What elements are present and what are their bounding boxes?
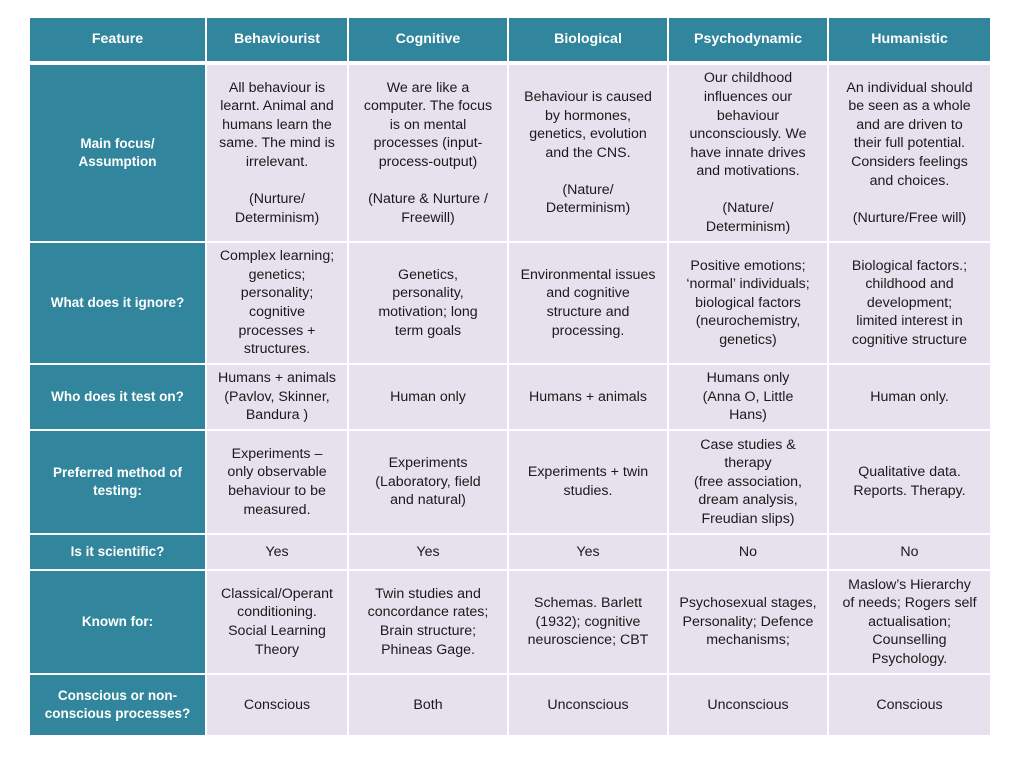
cell-conscious-cognitive: Both <box>349 675 509 737</box>
cell-known-for-biological: Schemas. Barlett (1932); cognitive neuroscience; CBT <box>509 571 669 675</box>
cell-main-focus-cognitive: We are like a computer. The focus is on mental processes (input- process-output) (Nature & Nurture / Freewill) <box>349 65 509 243</box>
cell-known-for-behaviourist: Classical/Operant conditioning. Social Learning Theory <box>207 571 349 675</box>
cell-ignores-biological: Environmental issues and cognitive structure and processing. <box>509 243 669 365</box>
cell-main-focus-humanistic: An individual should be seen as a whole and are driven to their full potential. Considers feelings and choices. (Nurture/Free will) <box>829 65 990 243</box>
cell-known-for-psychodynamic: Psychosexual stages, Personality; Defence mechanisms; <box>669 571 829 675</box>
header-humanistic: Humanistic <box>829 18 990 65</box>
header-biological: Biological <box>509 18 669 65</box>
comparison-table <box>30 18 990 737</box>
cell-method-behaviourist: Experiments – only observable behaviour to be measured. <box>207 431 349 535</box>
row-label-method: Preferred method of testing: <box>30 431 207 535</box>
cell-ignores-cognitive: Genetics, personality, motivation; long term goals <box>349 243 509 365</box>
row-label-scientific: Is it scientific? <box>30 535 207 571</box>
row-test-subjects <box>30 365 990 431</box>
cell-known-for-humanistic: Maslow’s Hierarchy of needs; Rogers self actualisation; Counselling Psychology. <box>829 571 990 675</box>
row-label-ignores: What does it ignore? <box>30 243 207 365</box>
cell-method-humanistic: Qualitative data. Reports. Therapy. <box>829 431 990 535</box>
cell-method-psychodynamic: Case studies & therapy (free association, dream analysis, Freudian slips) <box>669 431 829 535</box>
cell-test-subjects-humanistic: Human only. <box>829 365 990 431</box>
cell-conscious-psychodynamic: Unconscious <box>669 675 829 737</box>
cell-scientific-humanistic: No <box>829 535 990 571</box>
cell-main-focus-behaviourist: All behaviour is learnt. Animal and humans learn the same. The mind is irrelevant. (Nurture/ Determinism) <box>207 65 349 243</box>
row-conscious <box>30 675 990 737</box>
row-main-focus <box>30 65 990 243</box>
cell-method-cognitive: Experiments (Laboratory, field and natural) <box>349 431 509 535</box>
cell-ignores-psychodynamic: Positive emotions; ‘normal’ individuals; biological factors (neurochemistry, genetics) <box>669 243 829 365</box>
row-label-known-for: Known for: <box>30 571 207 675</box>
cell-conscious-humanistic: Conscious <box>829 675 990 737</box>
header-psychodynamic: Psychodynamic <box>669 18 829 65</box>
header-row <box>30 18 990 65</box>
header-feature: Feature <box>30 18 207 65</box>
row-label-conscious: Conscious or non- conscious processes? <box>30 675 207 737</box>
cell-scientific-psychodynamic: No <box>669 535 829 571</box>
cell-conscious-behaviourist: Conscious <box>207 675 349 737</box>
cell-scientific-cognitive: Yes <box>349 535 509 571</box>
cell-known-for-cognitive: Twin studies and concordance rates; Brain structure; Phineas Gage. <box>349 571 509 675</box>
cell-main-focus-psychodynamic: Our childhood influences our behaviour unconsciously. We have innate drives and motivations. (Nature/ Determinism) <box>669 65 829 243</box>
row-label-test-subjects: Who does it test on? <box>30 365 207 431</box>
row-scientific <box>30 535 990 571</box>
cell-scientific-biological: Yes <box>509 535 669 571</box>
cell-scientific-behaviourist: Yes <box>207 535 349 571</box>
cell-conscious-biological: Unconscious <box>509 675 669 737</box>
header-cognitive: Cognitive <box>349 18 509 65</box>
row-method <box>30 431 990 535</box>
cell-ignores-humanistic: Biological factors.; childhood and development; limited interest in cognitive structure <box>829 243 990 365</box>
cell-method-biological: Experiments + twin studies. <box>509 431 669 535</box>
cell-test-subjects-biological: Humans + animals <box>509 365 669 431</box>
header-behaviourist: Behaviourist <box>207 18 349 65</box>
cell-main-focus-biological: Behaviour is caused by hormones, genetics, evolution and the CNS. (Nature/ Determinism) <box>509 65 669 243</box>
cell-test-subjects-cognitive: Human only <box>349 365 509 431</box>
cell-test-subjects-psychodynamic: Humans only (Anna O, Little Hans) <box>669 365 829 431</box>
row-label-main-focus: Main focus/ Assumption <box>30 65 207 243</box>
cell-test-subjects-behaviourist: Humans + animals (Pavlov, Skinner, Bandura ) <box>207 365 349 431</box>
row-ignores <box>30 243 990 365</box>
row-known-for <box>30 571 990 675</box>
cell-ignores-behaviourist: Complex learning; genetics; personality; cognitive processes + structures. <box>207 243 349 365</box>
